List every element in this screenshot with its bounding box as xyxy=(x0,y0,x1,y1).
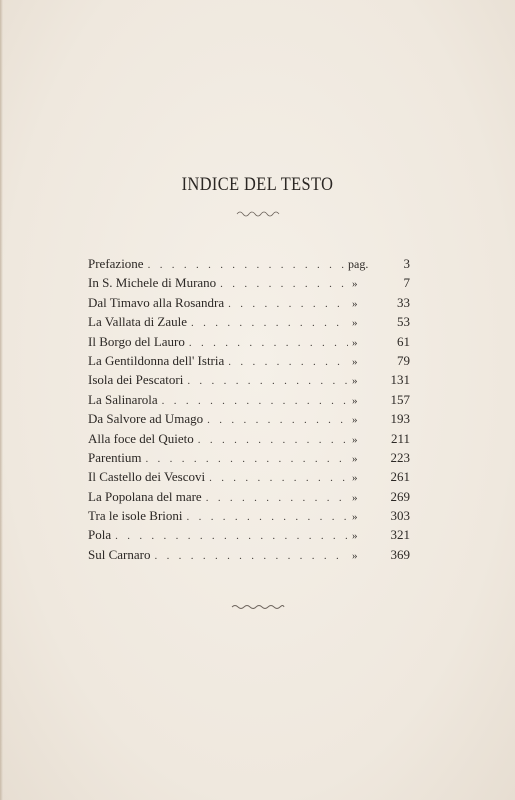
toc-page-prefix: » xyxy=(352,530,358,543)
toc-row xyxy=(88,353,410,372)
toc-entry-title: Dal Timavo alla Rosandra xyxy=(88,294,225,310)
toc-row xyxy=(88,295,410,314)
toc-row xyxy=(88,372,410,391)
toc-page-prefix: » xyxy=(352,317,358,330)
toc-page-number: 261 xyxy=(390,469,410,485)
dot-leader xyxy=(228,298,348,310)
toc-entry-title: In S. Michele di Murano xyxy=(88,275,217,291)
toc-entry-title: Sul Carnaro xyxy=(88,546,151,562)
toc-page-number: 211 xyxy=(390,430,410,446)
dot-leader xyxy=(162,395,348,407)
toc-entry-title: Parentium xyxy=(88,449,142,465)
dot-leader xyxy=(187,375,348,387)
toc-page-number: 269 xyxy=(390,488,410,504)
toc-row xyxy=(88,256,410,275)
toc-entry-title: Il Borgo del Lauro xyxy=(88,333,185,349)
toc-row xyxy=(88,431,410,450)
toc-entry-title: Il Castello dei Vescovi xyxy=(88,469,206,485)
toc-page-prefix: pag. xyxy=(348,257,369,271)
dot-leader xyxy=(198,434,348,446)
toc-entry-title: Tra le isole Brioni xyxy=(88,508,183,524)
toc-page-number: 131 xyxy=(390,372,410,388)
toc-page-number: 53 xyxy=(397,314,410,330)
toc-entry-title: La Salinarola xyxy=(88,391,158,407)
dot-leader xyxy=(206,492,348,504)
toc-entry-title: Da Salvore ad Umago xyxy=(88,411,204,427)
toc-page-prefix: » xyxy=(352,452,358,465)
toc-page-prefix: » xyxy=(352,472,358,485)
dot-leader xyxy=(220,278,348,290)
toc-page-prefix: » xyxy=(352,375,358,388)
toc-page-prefix: » xyxy=(352,433,358,446)
page-edge-shadow xyxy=(0,0,3,800)
toc-page-prefix: » xyxy=(352,414,358,427)
toc-entry-title: Isola dei Pescatori xyxy=(88,372,184,388)
dot-leader xyxy=(209,472,348,484)
dot-leader xyxy=(189,337,348,349)
toc-row xyxy=(88,508,410,527)
toc-page-prefix: » xyxy=(352,336,358,349)
ornament-flourish-bottom xyxy=(231,603,285,611)
toc-row xyxy=(88,334,410,353)
toc-page-prefix: » xyxy=(352,511,358,524)
toc-row xyxy=(88,411,410,430)
toc-page-number: 223 xyxy=(390,449,410,465)
toc-row xyxy=(88,450,410,469)
toc-page-number: 7 xyxy=(403,275,410,291)
toc-row xyxy=(88,275,410,294)
toc-page-number: 157 xyxy=(390,391,410,407)
toc-page-prefix: » xyxy=(352,278,358,291)
toc-row xyxy=(88,547,410,566)
dot-leader xyxy=(187,511,349,523)
toc-entry-title: La Vallata di Zaule xyxy=(88,314,188,330)
toc-entry-title: Prefazione xyxy=(88,256,144,271)
toc-row xyxy=(88,489,410,508)
dot-leader xyxy=(207,414,348,426)
toc-page-prefix: » xyxy=(352,297,358,310)
toc-row xyxy=(88,527,410,546)
toc-page-prefix: » xyxy=(352,549,358,562)
toc-row xyxy=(88,314,410,333)
dot-leader xyxy=(115,530,348,542)
toc-page-number: 33 xyxy=(397,294,410,310)
dot-leader xyxy=(145,453,348,465)
toc-entry-title: La Gentildonna dell' Istria xyxy=(88,352,225,368)
dot-leader xyxy=(148,259,344,271)
dot-leader xyxy=(228,356,348,368)
dot-leader xyxy=(191,317,348,329)
table-of-contents xyxy=(88,256,410,566)
toc-page-number: 369 xyxy=(390,546,410,562)
toc-page-number: 3 xyxy=(403,256,410,271)
toc-page-number: 79 xyxy=(397,352,410,368)
ornament-flourish-top xyxy=(236,209,280,217)
toc-page-prefix: » xyxy=(352,491,358,504)
toc-page-number: 321 xyxy=(390,527,410,543)
toc-page-number: 303 xyxy=(390,508,410,524)
toc-row xyxy=(88,392,410,411)
toc-entry-title: La Popolana del mare xyxy=(88,488,202,504)
toc-page-prefix: » xyxy=(352,355,358,368)
dot-leader xyxy=(154,550,348,562)
toc-page-number: 193 xyxy=(390,411,410,427)
toc-entry-title: Pola xyxy=(88,527,112,543)
toc-page-number: 61 xyxy=(397,333,410,349)
toc-row xyxy=(88,469,410,488)
toc-entry-title: Alla foce del Quieto xyxy=(88,430,194,446)
toc-page-prefix: » xyxy=(352,394,358,407)
page-title: INDICE DEL TESTO xyxy=(181,174,334,195)
